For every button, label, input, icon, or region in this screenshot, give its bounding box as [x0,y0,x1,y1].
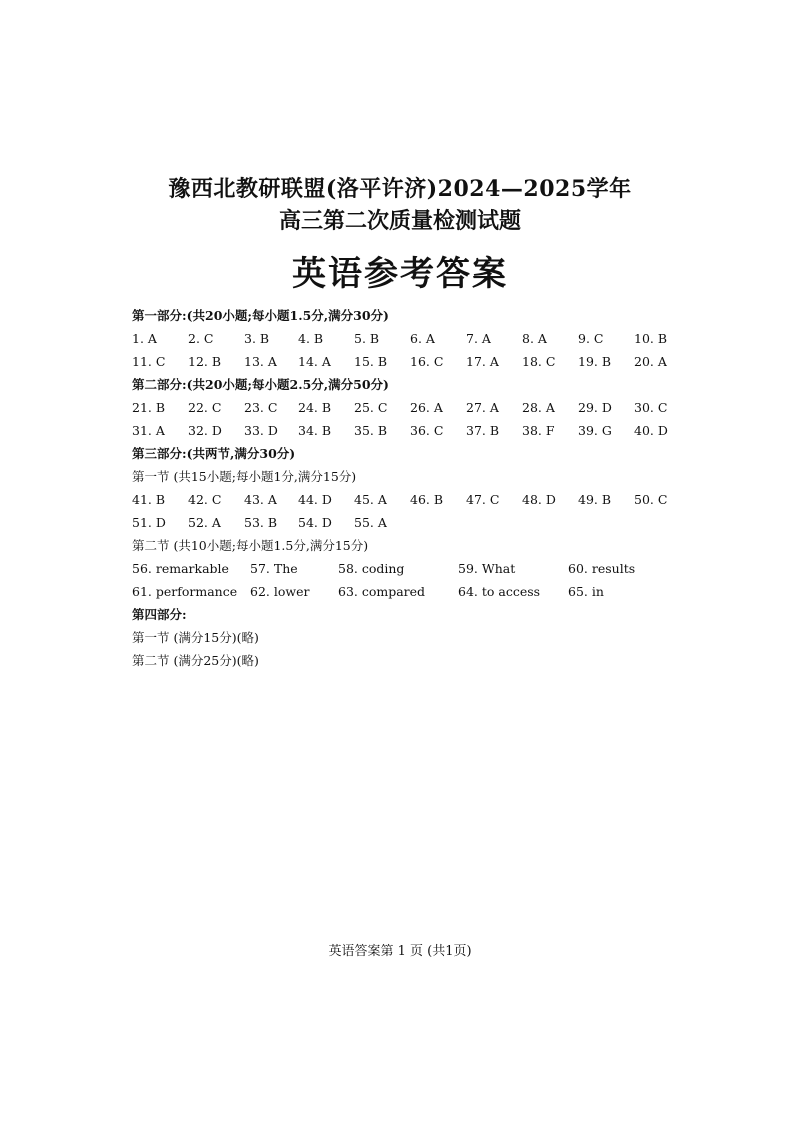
answer-item: 11. C [132,354,166,369]
answer-item: 65. in [568,584,604,599]
answer-item: 58. coding [338,561,405,576]
answer-item: 63. compared [338,584,426,599]
answer-item: 55. A [354,515,387,530]
answer-item: 24. B [298,400,332,415]
part2-heading: 第二部分:(共20小题;每小题2.5分,满分50分) [132,377,389,392]
answer-item: 59. What [458,561,516,576]
answer-item: 64. to access [458,584,541,599]
answer-item: 27. A [466,400,499,415]
answer-item: 54. D [298,515,332,530]
part1-heading: 第一部分:(共20小题;每小题1.5分,满分30分) [132,308,389,323]
answer-item: 41. B [132,492,166,507]
answer-item: 26. A [410,400,443,415]
answer-item: 42. C [188,492,222,507]
answer-item: 22. C [188,400,222,415]
answer-item: 18. C [522,354,556,369]
answer-item: 44. D [298,492,332,507]
answer-item: 4. B [298,331,324,346]
answer-item: 14. A [298,354,331,369]
answer-item: 39. G [578,423,612,438]
part4-heading: 第四部分: [132,607,187,622]
answer-item: 12. B [188,354,222,369]
answer-item: 32. D [188,423,222,438]
answer-item: 37. B [466,423,500,438]
answer-item: 10. B [634,331,668,346]
answer-item: 60. results [568,561,636,576]
answer-item: 46. B [410,492,444,507]
answer-item: 61. performance [132,584,238,599]
answer-item: 30. C [634,400,668,415]
answer-item: 1. A [132,331,157,346]
answer-item: 23. C [244,400,278,415]
answer-item: 2. C [188,331,214,346]
answer-item: 16. C [410,354,444,369]
answer-item: 3. B [244,331,270,346]
answer-item: 8. A [522,331,547,346]
doc-title-line1: 豫西北教研联盟(洛平许济)2024—2025学年 [168,176,632,202]
answer-item: 51. D [132,515,166,530]
answer-item: 57. The [250,561,298,576]
answer-row [132,327,672,350]
answer-row [132,580,672,603]
answer-row [132,488,672,511]
part4-section1: 第一节 (满分15分)(略) [132,630,259,645]
answer-item: 62. lower [250,584,310,599]
answer-item: 7. A [466,331,491,346]
answer-item: 47. C [466,492,500,507]
answer-row [132,557,672,580]
answer-item: 20. A [634,354,667,369]
answer-item: 43. A [244,492,277,507]
answer-item: 9. C [578,331,604,346]
answer-item: 48. D [522,492,556,507]
doc-title-line2: 高三第二次质量检测试题 [278,208,521,234]
answer-item: 36. C [410,423,444,438]
answer-item: 13. A [244,354,277,369]
answer-item: 15. B [354,354,388,369]
answer-item: 31. A [132,423,165,438]
answer-row [132,511,672,534]
part3-section2-heading: 第二节 (共10小题;每小题1.5分,满分15分) [132,538,369,553]
answer-item: 56. remarkable [132,561,229,576]
answer-item: 40. D [634,423,668,438]
answer-item: 49. B [578,492,612,507]
answer-item: 25. C [354,400,388,415]
answer-row [132,350,672,373]
answer-content [132,304,672,672]
part4-section2: 第二节 (满分25分)(略) [132,653,259,668]
page-footer: 英语答案第 1 页 (共1页) [328,944,472,959]
answer-item: 28. A [522,400,555,415]
doc-title-main: 英语参考答案 [292,254,508,294]
answer-item: 21. B [132,400,166,415]
answer-item: 5. B [354,331,380,346]
part3-section1-heading: 第一节 (共15小题;每小题1分,满分15分) [132,469,357,484]
part3-heading: 第三部分:(共两节,满分30分) [132,446,296,461]
answer-item: 33. D [244,423,278,438]
answer-item: 35. B [354,423,388,438]
answer-item: 52. A [188,515,221,530]
answer-item: 19. B [578,354,612,369]
answer-item: 38. F [522,423,555,438]
answer-item: 53. B [244,515,278,530]
answer-row [132,396,672,419]
answer-item: 29. D [578,400,612,415]
answer-item: 50. C [634,492,668,507]
answer-item: 17. A [466,354,499,369]
answer-item: 6. A [410,331,435,346]
answer-item: 45. A [354,492,387,507]
answer-row [132,419,672,442]
answer-item: 34. B [298,423,332,438]
